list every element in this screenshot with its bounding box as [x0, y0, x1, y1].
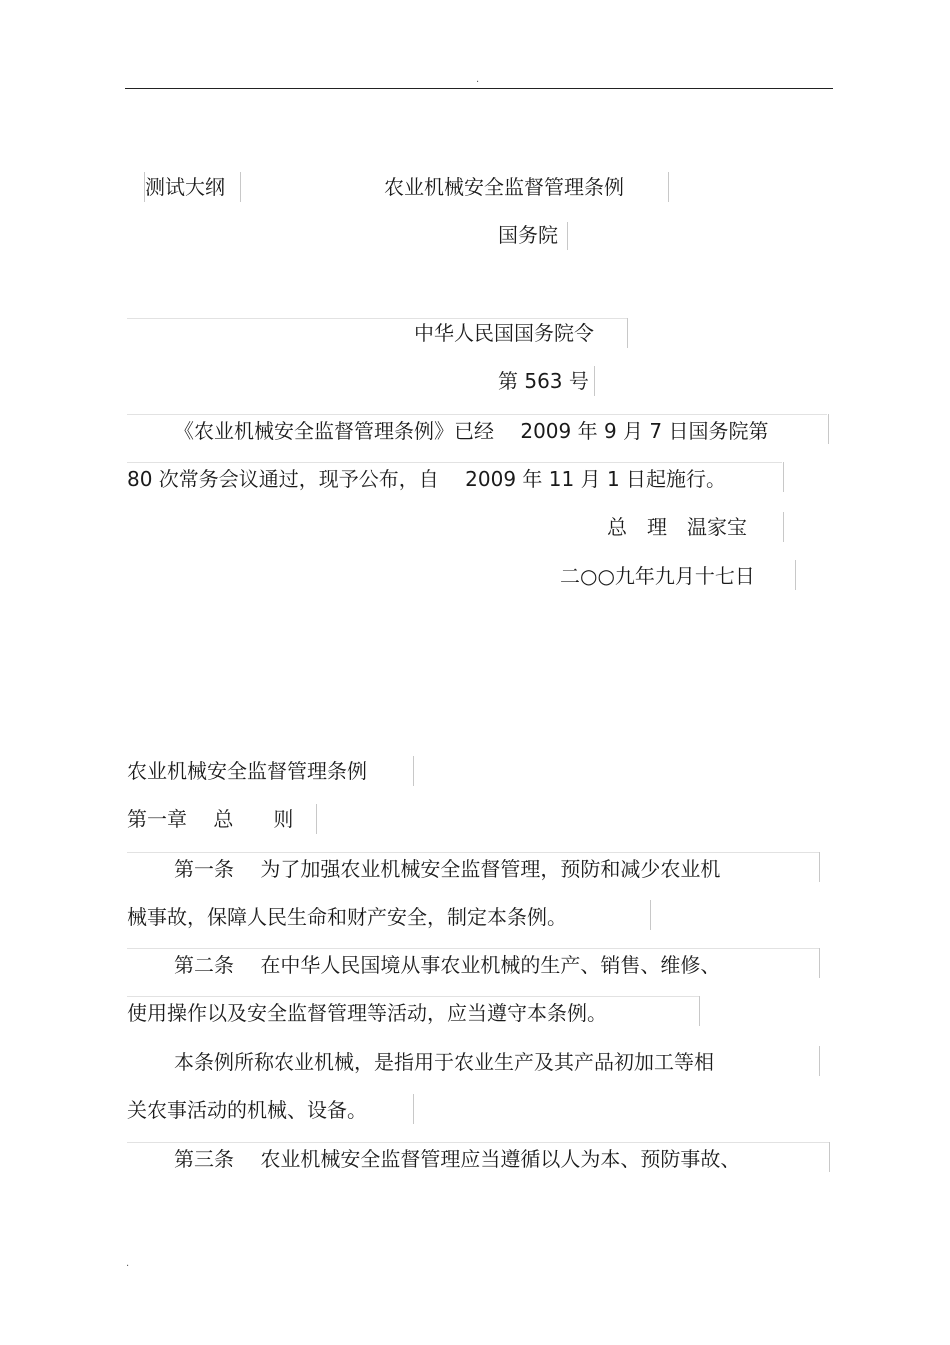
header-dot: .	[476, 74, 480, 85]
divider	[127, 318, 627, 319]
divider	[828, 414, 829, 444]
paragraph-line: 关农事活动的机械、设备。	[127, 1098, 367, 1122]
divider	[316, 804, 317, 834]
doc-title: 农业机械安全监督管理条例	[384, 175, 624, 199]
promulgation-line: 《农业机械安全监督管理条例》已经 2009 年 9 月 7 日国务院第	[174, 419, 769, 443]
paragraph-line: 第一条 为了加强农业机械安全监督管理，预防和减少农业机	[174, 857, 721, 881]
divider	[567, 222, 568, 250]
divider	[127, 462, 782, 463]
signature-date: 二○○九年九月十七日	[560, 564, 755, 588]
divider	[668, 172, 669, 202]
divider	[240, 172, 241, 202]
divider	[627, 318, 628, 348]
doc-tag: 测试大纲	[145, 175, 225, 199]
issuer: 国务院	[498, 223, 558, 247]
chapter-heading: 第一章 总 则	[127, 807, 294, 831]
footer-dot: .	[126, 1258, 130, 1269]
divider	[783, 512, 784, 542]
divider	[127, 852, 819, 853]
paragraph-line: 本条例所称农业机械，是指用于农业生产及其产品初加工等相	[174, 1050, 714, 1074]
regulation-title: 农业机械安全监督管理条例	[127, 759, 367, 783]
signature-role: 总 理 温家宝	[607, 515, 747, 539]
divider	[819, 852, 820, 882]
divider	[783, 462, 784, 492]
divider	[413, 756, 414, 786]
divider	[650, 900, 651, 930]
divider	[413, 1094, 414, 1124]
order-number: 第 563 号	[498, 369, 589, 393]
promulgation-line: 80 次常务会议通过，现予公布，自 2009 年 11 月 1 日起施行。	[127, 467, 727, 491]
header-rule	[125, 88, 833, 89]
divider	[127, 414, 827, 415]
divider	[594, 366, 595, 396]
paragraph-line: 使用操作以及安全监督管理等活动，应当遵守本条例。	[127, 1001, 607, 1025]
paragraph-line: 第三条 农业机械安全监督管理应当遵循以人为本、预防事故、	[174, 1147, 741, 1171]
divider	[829, 1142, 830, 1172]
divider	[819, 948, 820, 978]
paragraph-line: 第二条 在中华人民国境从事农业机械的生产、销售、维修、	[174, 953, 721, 977]
paragraph-line: 械事故，保障人民生命和财产安全，制定本条例。	[127, 905, 567, 929]
order-title: 中华人民国国务院令	[414, 321, 594, 345]
divider	[819, 1046, 820, 1076]
divider	[127, 1142, 829, 1143]
divider	[127, 996, 699, 997]
divider	[795, 560, 796, 590]
divider	[127, 948, 819, 949]
divider	[699, 996, 700, 1026]
